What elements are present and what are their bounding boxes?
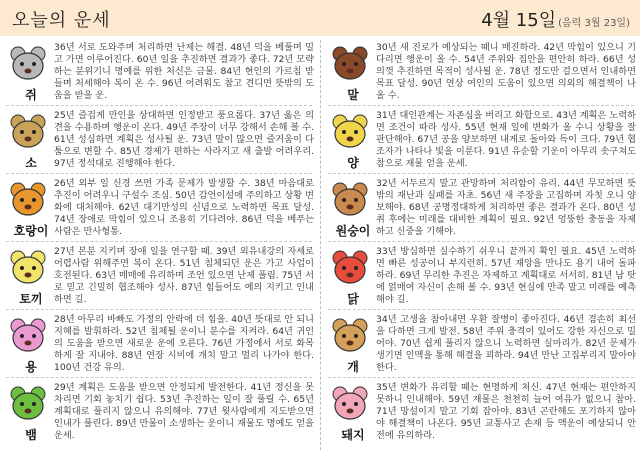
zodiac-entry [0, 176, 318, 240]
fortune-text: 32년 서두르지 말고 관망하며 처리함이 유리. 44년 무모하면 뜻밖의 재난과 실패를 자초. 56년 새 주장을 고집하며 자칫 오니 양보해야. 68년 공명정대하게 처리하면 좋은 결과가 온다. 80년 성취 후에는 미래를 대비한 계획이 필요. 92년 엉뚱한 충동을 자제하고 신중을 기해야. [376, 178, 636, 237]
row-separator [328, 105, 634, 106]
rooster-icon [328, 248, 372, 292]
tiger-icon [6, 180, 50, 224]
snake-icon [6, 384, 50, 428]
zodiac-animal-label: 뱀 [25, 428, 37, 442]
zodiac-animal-label: 말 [347, 88, 359, 102]
row-separator [328, 309, 634, 310]
zodiac-animal-label: 쥐 [25, 88, 37, 102]
row-separator [6, 309, 312, 310]
zodiac-entry [0, 108, 318, 172]
fortune-text: 27년 본분 지키며 장애 일을 연구할 때. 39년 외유내강의 자세로 어렵사람 위해주면 복이 온다. 51년 침체되던 운은 가고 사업이 호전된다. 63년 매매에 유리하며 조언 있으면 난제 풀림. 75년 서로 믿고 긴밀히 협조해야 성사. 87년 힘들어도 예의 지키고 인내하면 길. [54, 246, 314, 305]
fortune-text: 25년 즐겁게 만인을 상대하면 인정받고 풍요롭다. 37년 옳은 의견을 수용하며 행운이 온다. 49년 주장이 너무 강해서 손해 볼 수. 61년 성심하면 계획은 성사될 운. 73년 말이 많으면 즐거움이 다툼으로 변할 수. 85년 경제가 편하는 사라지고 새 출발 어려우리. 97년 정석대로 진행해야 한다. [54, 110, 314, 169]
solar-date: 4월 15일 [481, 10, 557, 31]
date-display [481, 6, 630, 32]
row-separator [6, 105, 312, 106]
fortune-text: 34년 고생을 참아내면 우환 잘병이 좋아진다. 46년 겸손히 최선을 다하면 크게 발전. 58년 주위 충격이 있어도 강한 자신으로 밀어야. 70년 쉽게 풀리지 않으니 노력하면 실마리가. 82년 문제가 생기면 인맥을 통해 해결을 꾀하라. 94년 만난 고집부리지 말아야 한다. [376, 314, 636, 373]
monkey-icon [328, 180, 372, 224]
fortune-text: 29년 계획은 도움을 받으면 안정되게 발전한다. 41년 정신을 못 차리면 기회 놓치기 쉽다. 53년 추진하는 일이 잘 풀릴 수. 65년 계획대로 풀리지 않으니 유의해야. 77년 윗사람에게 지도받으면 인내가 풀린다. 89년 만물이 소생하는 운이니 재물도 명예도 얻을 운세. [54, 382, 314, 441]
row-separator [6, 241, 312, 242]
zodiac-animal-label: 원숭이 [335, 224, 371, 238]
column-divider [320, 40, 321, 450]
fortune-text: 31년 대인관계는 자존심을 버리고 화합으로. 43년 계획은 노력하면 조건이 따라 성사. 55년 현재 일에 변화가 올 수니 상황을 잘 판단해야. 67년 공을 양보하면 내게로 돌아와 득이 크다. 79년 협조자가 나타나 빛을 이룬다. 91년 유순할 기운이 아무리 솟구쳐도 참으로 재물 얻을 운세. [376, 110, 636, 169]
zodiac-entry [322, 40, 640, 104]
sheep-icon [328, 112, 372, 156]
fortune-text: 28년 아무리 바빠도 가정의 안락에 더 힘을. 40년 뜻대로 안 되니 지혜를 발휘하라. 52년 침체될 운이니 분수를 지켜라. 64년 귀인의 도움을 받으면 새로운 운에 오른다. 76년 가정에서 서로 화목하게 잘 지내야. 88년 연장 시비에 개치 말고 멀리 나가야 한다. 100년 건강 유의. [54, 314, 314, 373]
zodiac-entry [322, 108, 640, 172]
row-separator [6, 377, 312, 378]
page-title: 오늘의 운세 [12, 10, 111, 31]
fortune-text: 35년 변화가 유리할 때는 현명하게 처신. 47년 현재는 편안하지 못하니 인내해야. 59년 재물은 천천히 늘어 여유가 없으니 참아. 71년 망설이지 말고 기회 잡아야. 83년 곤란해도 포기하지 않아야 해결책이 나온다. 95년 교통사고 손재 등 액운이 예상되니 안전에 유의하라. [376, 382, 636, 441]
fortune-text: 30년 새 진로가 예상되는 때니 매진하라. 42년 막힘이 있으니 기다리면 행운이 올 수. 54년 주위와 집안을 편안히 하라. 66년 성의껏 추진하면 목적이 성사될 운. 78년 정도만 걸으면서 인내하면 목표 달성. 90년 연상 여인의 도움이 있으면 의외의 해결책이 나올 수. [376, 42, 636, 101]
rat-icon [6, 44, 50, 88]
fortune-text: 36년 서로 도와주며 처리하면 난제는 해결. 48년 덕을 베풀며 밀고 가면 이루어진다. 60년 일을 추진하면 결과가 좋다. 72년 모략하는 분위기니 명예를 위한 처신은 금물. 84년 현인의 가르침 받들며 처세해야 복이 온 수. 96년 어려워도 참고 견디면 뜻밖의 도움을 받을 운. [54, 42, 314, 101]
zodiac-animal-label: 소 [25, 156, 37, 170]
rabbit-icon [6, 248, 50, 292]
zodiac-animal-label: 용 [25, 360, 37, 374]
fortune-text: 33년 방심하면 실수하기 쉬우니 끝까지 확인 필요. 45년 노력하면 빠른 성공이니 부지런히. 57년 재앙을 만나도 용기 내어 돌파하라. 69년 무리한 추진은 자제하고 계획대로 서서히. 81년 남 탓에 얽매여 자신이 손해 볼 수. 93년 현실에 만족 말고 미래를 예측해야 길. [376, 246, 636, 305]
lunar-date: (음력 3월 23일) [558, 18, 630, 29]
zodiac-animal-label: 개 [347, 360, 359, 374]
dragon-icon [6, 316, 50, 360]
row-separator [328, 173, 634, 174]
row-separator [328, 241, 634, 242]
row-separator [6, 173, 312, 174]
zodiac-animal-label: 양 [347, 156, 359, 170]
zodiac-entry [0, 312, 318, 376]
zodiac-entry [322, 244, 640, 308]
zodiac-entry [322, 312, 640, 376]
horse-icon [328, 44, 372, 88]
zodiac-entry [0, 244, 318, 308]
zodiac-entry [322, 380, 640, 444]
zodiac-animal-label: 돼지 [341, 428, 365, 442]
dog-icon [328, 316, 372, 360]
zodiac-entry [0, 40, 318, 104]
row-separator [328, 377, 634, 378]
pig-icon [328, 384, 372, 428]
header-bar [0, 0, 640, 36]
zodiac-entry [0, 380, 318, 444]
zodiac-animal-label: 닭 [347, 292, 359, 306]
fortune-text: 26년 외부 일 신경 쓰면 가족 문제가 발생할 수. 38년 마음대로 추진이 어려우니 구설수 조심. 50년 감언이설에 주의하고 상황 변화에 대처해야. 62년 대기만성의 신념으로 노력하면 목표 달성. 74년 장애로 막힘이 있으니 조용히 기다려야. 86년 덕을 베푸는 사람은 만사형통. [54, 178, 314, 237]
ox-icon [6, 112, 50, 156]
zodiac-entry [322, 176, 640, 240]
zodiac-animal-label: 호랑이 [13, 224, 49, 238]
zodiac-animal-label: 토끼 [19, 292, 43, 306]
